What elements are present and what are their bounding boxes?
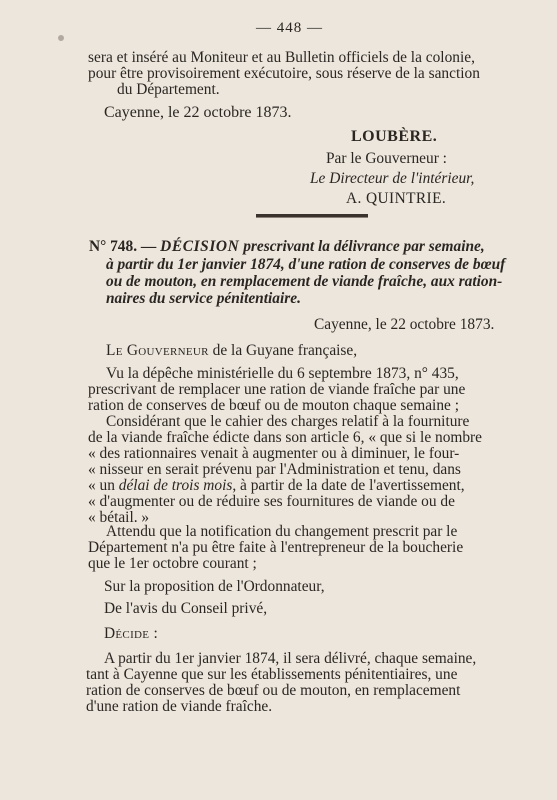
signature-title: Le Directeur de l'intérieur,: [310, 170, 475, 187]
signature-par: Par le Gouverneur :: [326, 150, 447, 167]
text-line: Département n'a pu être faite à l'entrepreneur de la boucherie: [88, 539, 464, 556]
text-line: De l'avis du Conseil privé,: [104, 600, 268, 617]
text-line: « des rationnaires venait à augmenter ou à diminuer, le four-: [88, 445, 460, 462]
text-line: Attendu que la notification du changement prescrit par le: [106, 523, 458, 540]
text-line: prescrivant de remplacer une ration de viande fraîche par une: [88, 381, 466, 398]
governor-rest: de la Guyane française,: [208, 342, 358, 359]
text-line: sera et inséré au Moniteur et au Bulletin officiels de la colonie,: [88, 49, 475, 66]
page-number: — 448 —: [256, 20, 323, 36]
decision-number: N° 748. —: [89, 238, 161, 255]
paper-blemish: [58, 35, 64, 41]
text-line: « nisseur en serait prévenu par l'Administration et tenu, dans: [88, 461, 461, 478]
text-line: Considérant que le cahier des charges relatif à la fourniture: [106, 413, 470, 430]
text-line: de la viande fraîche édicte dans son article 6, « que si le nombre: [88, 429, 483, 446]
text-line: Sur la proposition de l'Ordonnateur,: [104, 578, 325, 595]
text-line: ration de conserves de bœuf ou de mouton chaque semaine ;: [88, 397, 459, 414]
text-line: A partir du 1er janvier 1874, il sera délivré, chaque semaine,: [104, 650, 477, 667]
text-line: pour être provisoirement exécutoire, sous réserve de la sanction: [88, 65, 480, 82]
text-line: du Département.: [117, 81, 220, 98]
decision-title-line: ou de mouton, en remplacement de viande fraîche, aux ration-: [106, 273, 503, 290]
text-line: Vu la dépêche ministérielle du 6 septembre 1873, n° 435,: [106, 365, 459, 382]
text-segment: « un: [88, 477, 119, 494]
text-line: tant à Cayenne que sur les établissements pénitentiaires, une: [86, 666, 458, 683]
governor-line: [106, 342, 357, 360]
text-segment: , à partir de la date de l'avertissement,: [232, 477, 465, 494]
decision-title-line: naires du service pénitentiaire.: [106, 290, 301, 307]
decision-title: prescrivant la délivrance par semaine,: [239, 238, 485, 255]
text-line: « bétail. »: [88, 509, 150, 526]
signature-name-2: A. QUINTRIE.: [346, 190, 447, 207]
date-line: Cayenne, le 22 octobre 1873.: [314, 316, 495, 333]
separator-rule: [256, 214, 368, 218]
governor-title: Le Gouverneur: [106, 342, 209, 359]
text-line: d'une ration de viande fraîche.: [86, 698, 273, 715]
decide-heading: Décide :: [104, 625, 159, 642]
date-line: Cayenne, le 22 octobre 1873.: [104, 104, 292, 121]
text-line: « d'augmenter ou de réduire ses fournitures de viande ou de: [88, 493, 455, 510]
signature-name: LOUBÈRE.: [351, 128, 438, 145]
text-segment-italic: délai de trois mois: [118, 477, 233, 494]
decision-word: DÉCISION: [160, 238, 240, 255]
decision-title-line: à partir du 1er janvier 1874, d'une ration de conserves de bœuf: [106, 256, 506, 273]
decision-heading: [89, 238, 485, 256]
text-line: que le 1er octobre courant ;: [88, 555, 257, 572]
text-line: ration de conserves de bœuf ou de mouton, en remplacement: [86, 682, 461, 699]
